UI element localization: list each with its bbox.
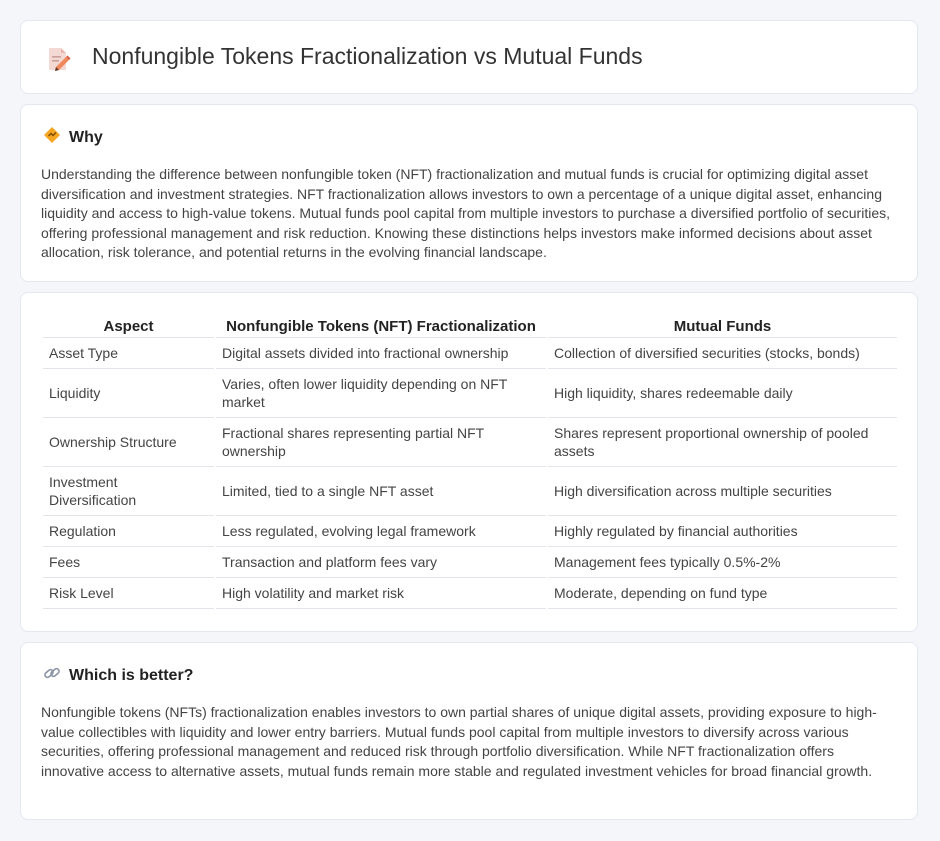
column-header-aspect: Aspect: [43, 314, 214, 338]
table-cell-nft: Digital assets divided into fractional ownership: [216, 338, 546, 369]
table-cell-aspect: Ownership Structure: [43, 418, 214, 467]
table-cell-mutual-funds: High liquidity, shares redeemable daily: [548, 369, 897, 418]
table-cell-aspect: Investment Diversification: [43, 467, 214, 516]
table-row: [43, 467, 897, 516]
comparison-table: [41, 314, 899, 609]
table-cell-aspect: Liquidity: [43, 369, 214, 418]
table-cell-aspect: Asset Type: [43, 338, 214, 369]
table-row: [43, 547, 897, 578]
table-cell-nft: High volatility and market risk: [216, 578, 546, 609]
table-row: [43, 418, 897, 467]
document-pencil-icon: [47, 46, 71, 77]
why-section: [20, 104, 918, 282]
table-cell-mutual-funds: Highly regulated by financial authorities: [548, 516, 897, 547]
column-header-mutual-funds: Mutual Funds: [548, 314, 897, 338]
which-is-better-heading: Which is better?: [69, 666, 194, 684]
which-is-better-text: Nonfungible tokens (NFTs) fractionalization enables investors to own partial shares of unique digital assets, providing exposure to high-value collectibles with liquidity and lower entry barriers. Mutual funds pool capital from multiple investors to diversify across various securities, offering professional management and reduced risk through portfolio diversification. While NFT fractionalization offers innovative access to alternative assets, mutual funds remain more stable and regulated investment vehicles for broad financial growth.: [41, 704, 877, 779]
table-cell-nft: Varies, often lower liquidity depending on NFT market: [216, 369, 546, 418]
table-cell-mutual-funds: Shares represent proportional ownership of pooled assets: [548, 418, 897, 467]
column-header-nft: Nonfungible Tokens (NFT) Fractionalization: [216, 314, 546, 338]
table-row: [43, 516, 897, 547]
table-cell-aspect: Risk Level: [43, 578, 214, 609]
table-cell-mutual-funds: Management fees typically 0.5%-2%: [548, 547, 897, 578]
table-cell-aspect: Fees: [43, 547, 214, 578]
table-cell-nft: Transaction and platform fees vary: [216, 547, 546, 578]
table-row: [43, 338, 897, 369]
header-card: [20, 20, 918, 94]
table-row: [43, 578, 897, 609]
table-cell-mutual-funds: Moderate, depending on fund type: [548, 578, 897, 609]
table-cell-nft: Fractional shares representing partial NFT ownership: [216, 418, 546, 467]
diamond-sign-icon: [43, 126, 61, 149]
table-cell-nft: Limited, tied to a single NFT asset: [216, 467, 546, 516]
table-cell-mutual-funds: High diversification across multiple securities: [548, 467, 897, 516]
why-heading: Why: [69, 128, 103, 146]
comparison-card: [20, 292, 918, 632]
table-cell-mutual-funds: Collection of diversified securities (stocks, bonds): [548, 338, 897, 369]
table-row: [43, 369, 897, 418]
table-header-row: [43, 314, 897, 338]
link-icon: [43, 664, 61, 687]
why-text: Understanding the difference between nonfungible token (NFT) fractionalization and mutual funds is crucial for optimizing digital asset diversification and investment strategies. NFT fractionalization allows investors to own a percentage of a unique digital asset, enhancing liquidity and access to high-value tokens. Mutual funds pool capital from multiple investors to purchase a diversified portfolio of securities, offering professional management and risk reduction. Knowing these distinctions helps investors make informed decisions about asset allocation, risk tolerance, and potential returns in the evolving financial landscape.: [41, 166, 890, 260]
page-title: Nonfungible Tokens Fractionalization vs Mutual Funds: [92, 43, 643, 69]
table-cell-nft: Less regulated, evolving legal framework: [216, 516, 546, 547]
table-cell-aspect: Regulation: [43, 516, 214, 547]
which-is-better-section: [20, 642, 918, 820]
